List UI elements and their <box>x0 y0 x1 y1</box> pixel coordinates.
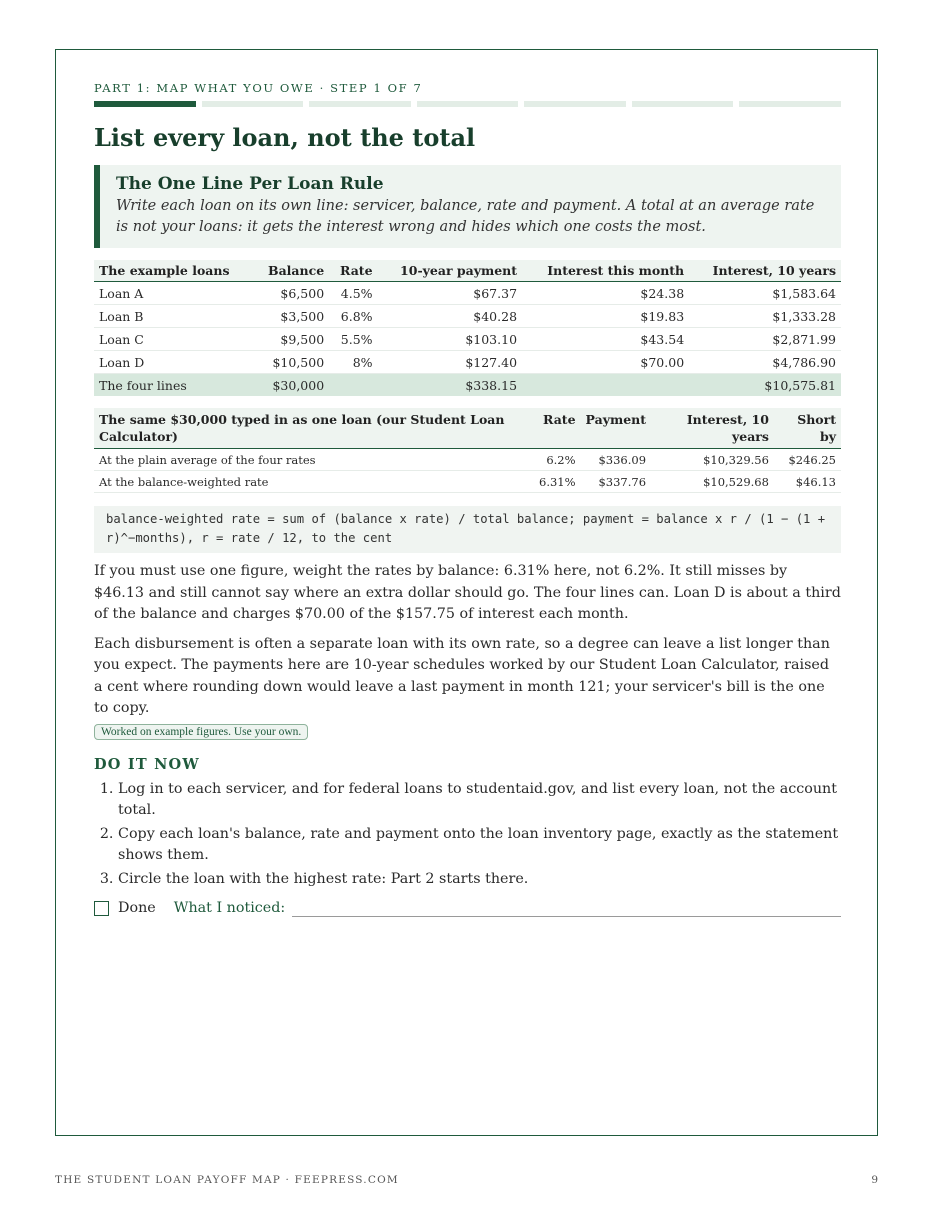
cell: 6.2% <box>534 449 581 471</box>
list-item: 1. Log in to each servicer, and for federal loans to studentaid.gov, and list every loan, not the account total. <box>118 779 841 821</box>
cell: $19.83 <box>522 305 689 328</box>
cell: $70.00 <box>522 351 689 374</box>
progress-segment <box>94 101 196 107</box>
done-checkbox[interactable] <box>94 901 109 916</box>
cell: At the balance-weighted rate <box>94 471 534 493</box>
cell: $24.38 <box>522 282 689 305</box>
cell: $127.40 <box>378 351 522 374</box>
table-row <box>94 328 841 351</box>
cell: $30,000 <box>254 374 329 397</box>
list-item: 2. Copy each loan's balance, rate and payment onto the loan inventory page, exactly as the statement shows them. <box>118 824 841 866</box>
column-header: Short by <box>774 408 841 449</box>
column-header: The same $30,000 typed in as one loan (our Student Loan Calculator) <box>94 408 534 449</box>
cell: $40.28 <box>378 305 522 328</box>
cell: $336.09 <box>581 449 651 471</box>
page-title: List every loan, not the total <box>94 123 476 152</box>
cell: The four lines <box>94 374 254 397</box>
cell: $9,500 <box>254 328 329 351</box>
progress-segment <box>524 101 626 107</box>
cell: $10,329.56 <box>651 449 774 471</box>
progress-segment <box>202 101 304 107</box>
cell: $3,500 <box>254 305 329 328</box>
column-header: Rate <box>534 408 581 449</box>
list-item: 3. Circle the loan with the highest rate: Part 2 starts there. <box>118 869 841 890</box>
cell: $10,500 <box>254 351 329 374</box>
cell: 5.5% <box>329 328 377 351</box>
step-kicker: PART 1: MAP WHAT YOU OWE · STEP 1 OF 7 <box>94 81 423 95</box>
column-header: 10-year payment <box>378 260 522 282</box>
step-progress-bar <box>94 101 841 107</box>
table-row <box>94 351 841 374</box>
example-note-badge: Worked on example figures. Use your own. <box>94 724 308 740</box>
cell: $43.54 <box>522 328 689 351</box>
rule-title: The One Line Per Loan Rule <box>116 174 384 194</box>
cell: $10,529.68 <box>651 471 774 493</box>
loans-table <box>94 260 841 396</box>
noticed-input-line[interactable] <box>292 900 841 917</box>
cell: 8% <box>329 351 377 374</box>
column-header: Balance <box>254 260 329 282</box>
formula-block: balance-weighted rate = sum of (balance x rate) / total balance; payment = balance x r / (1 − (1 + r)^−months), r = rate / 12, to the cent <box>94 506 841 553</box>
cell: Loan C <box>94 328 254 351</box>
cell: $6,500 <box>254 282 329 305</box>
cell: 6.31% <box>534 471 581 493</box>
body-paragraph: If you must use one figure, weight the rates by balance: 6.31% here, not 6.2%. It still misses by $46.13 and still cannot say where an extra dollar should go. The four lines can. Loan D is about a third of the balance and charges $70.00 of the $157.75 of interest each month. <box>94 563 841 622</box>
cell: Loan D <box>94 351 254 374</box>
cell: 4.5% <box>329 282 377 305</box>
cell: $1,583.64 <box>689 282 841 305</box>
cell: At the plain average of the four rates <box>94 449 534 471</box>
column-header: Rate <box>329 260 377 282</box>
progress-segment <box>417 101 519 107</box>
page-footer <box>55 1174 878 1186</box>
column-header: Interest, 10 years <box>651 408 774 449</box>
rule-text: Write each loan on its own line: servicer, balance, rate and payment. A total at an average rate is not your loans: it gets the interest wrong and hides which one costs the most. <box>116 198 815 235</box>
column-header: Interest this month <box>522 260 689 282</box>
table-row <box>94 449 841 471</box>
progress-segment <box>632 101 734 107</box>
single-loan-table <box>94 408 841 493</box>
column-header: Interest, 10 years <box>689 260 841 282</box>
cell: 6.8% <box>329 305 377 328</box>
cell: $67.37 <box>378 282 522 305</box>
action-steps-list <box>94 779 841 890</box>
table-row <box>94 305 841 328</box>
column-header: Payment <box>581 408 651 449</box>
page-content <box>94 80 841 917</box>
cell: Loan A <box>94 282 254 305</box>
cell: $1,333.28 <box>689 305 841 328</box>
cell: $46.13 <box>774 471 841 493</box>
page-number: 9 <box>871 1174 878 1186</box>
footer-title: THE STUDENT LOAN PAYOFF MAP · FEEPRESS.COM <box>55 1174 399 1186</box>
do-it-now-heading: DO IT NOW <box>94 755 200 773</box>
table-row <box>94 282 841 305</box>
progress-segment <box>739 101 841 107</box>
cell: Loan B <box>94 305 254 328</box>
page-frame <box>55 49 878 1136</box>
rule-callout <box>94 165 841 248</box>
cell: $4,786.90 <box>689 351 841 374</box>
cell <box>522 374 689 397</box>
cell: $246.25 <box>774 449 841 471</box>
single-loan-table-header <box>94 408 841 449</box>
cell: $2,871.99 <box>689 328 841 351</box>
cell <box>329 374 377 397</box>
progress-segment <box>309 101 411 107</box>
body-paragraph: Each disbursement is often a separate loan with its own rate, so a degree can leave a list longer than you expect. The payments here are 10-year schedules worked by our Student Loan Calculator, raised a cent where rounding down would leave a last payment in month 121; your servicer's bill is the one to copy. <box>94 635 830 716</box>
cell: $10,575.81 <box>689 374 841 397</box>
loans-table-header <box>94 260 841 282</box>
done-label: Done <box>118 900 156 916</box>
column-header: The example loans <box>94 260 254 282</box>
cell: $103.10 <box>378 328 522 351</box>
table-row <box>94 471 841 493</box>
cell: $338.15 <box>378 374 522 397</box>
table-total-row <box>94 374 841 397</box>
done-row <box>94 900 841 917</box>
cell: $337.76 <box>581 471 651 493</box>
noticed-label: What I noticed: <box>173 900 286 916</box>
